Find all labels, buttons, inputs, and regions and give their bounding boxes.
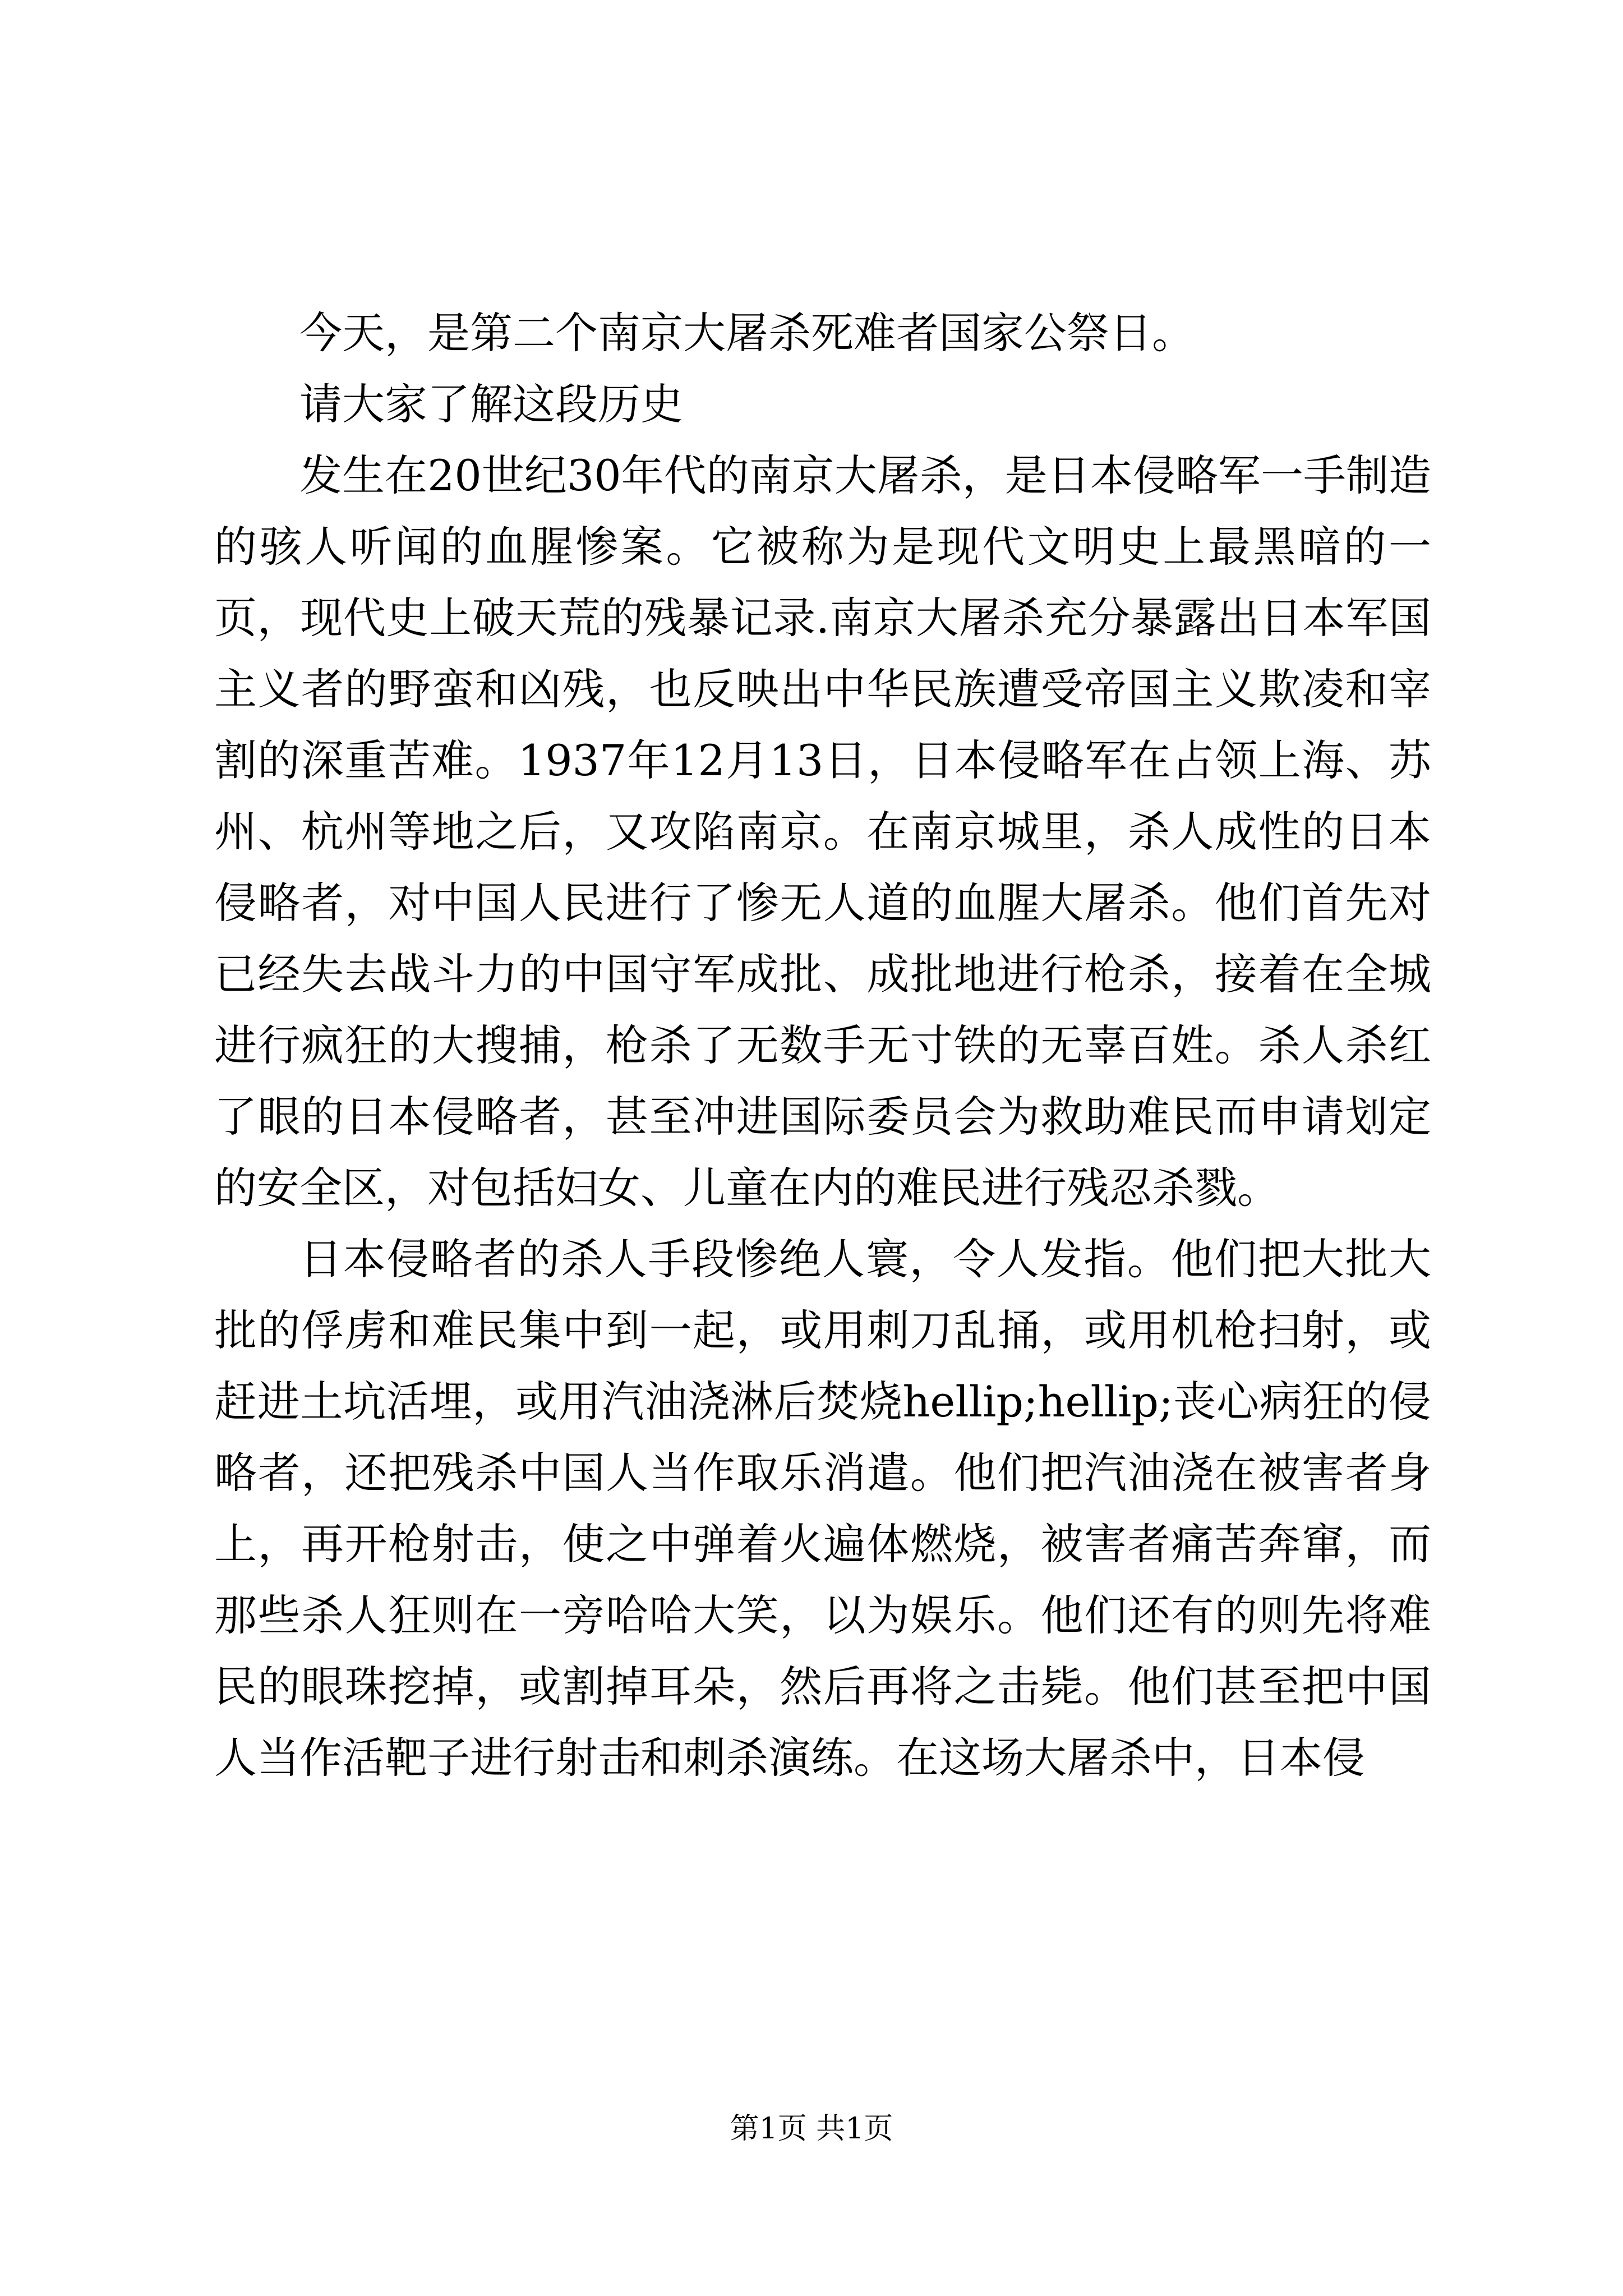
paragraph-massacre-overview: 发生在20世纪30年代的南京大屠杀，是日本侵略军一手制造的骇人听闻的血腥惨案。它被称为是现代文明史上最黑暗的一页，现代史上破天荒的残暴记录.南京大屠杀充分暴露出日本军国主义者的野蛮和凶残，也反映出中华民族遭受帝国主义欺凌和宰割的深重苦难。1937年12月13日，日本侵略军在占领上海、苏州、杭州等地之后，又攻陷南京。在南京城里，杀人成性的日本侵略者，对中国人民进行了惨无人道的血腥大屠杀。他们首先对已经失去战斗力的中国守军成批、成批地进行枪杀，接着在全城进行疯狂的大搜捕，枪杀了无数手无寸铁的无辜百姓。杀人杀红了眼的日本侵略者，甚至冲进国际委员会为救助难民而申请划定的安全区，对包括妇女、儿童在内的难民进行残忍杀戮。: [214, 450, 1431, 1213]
paragraph-atrocity-details: 日本侵略者的杀人手段惨绝人寰，令人发指。他们把大批大批的俘虏和难民集中到一起，或用刺刀乱捅，或用机枪扫射，或赶进土坑活埋，或用汽油浇淋后焚烧hellip;hellip;丧心病狂的侵略者，还把残杀中国人当作取乐消遣。他们把汽油浇在被害者身上，再开枪射击，使之中弹着火遍体燃烧，被害者痛苦奔窜，而那些杀人狂则在一旁哈哈大笑，以为娱乐。他们还有的则先将难民的眼珠挖掉，或割掉耳朵，然后再将之击毙。他们甚至把中国人当作活靶子进行射击和刺杀演练。在这场大屠杀中，日本侵: [214, 1234, 1431, 1783]
document-body: [214, 297, 1431, 1793]
page-footer: 第1页 共1页: [730, 2112, 893, 2146]
paragraph-memorial-day: 今天，是第二个南京大屠杀死难者国家公祭日。: [299, 308, 1195, 358]
paragraph-history-intro: 请大家了解这段历史: [299, 379, 683, 429]
